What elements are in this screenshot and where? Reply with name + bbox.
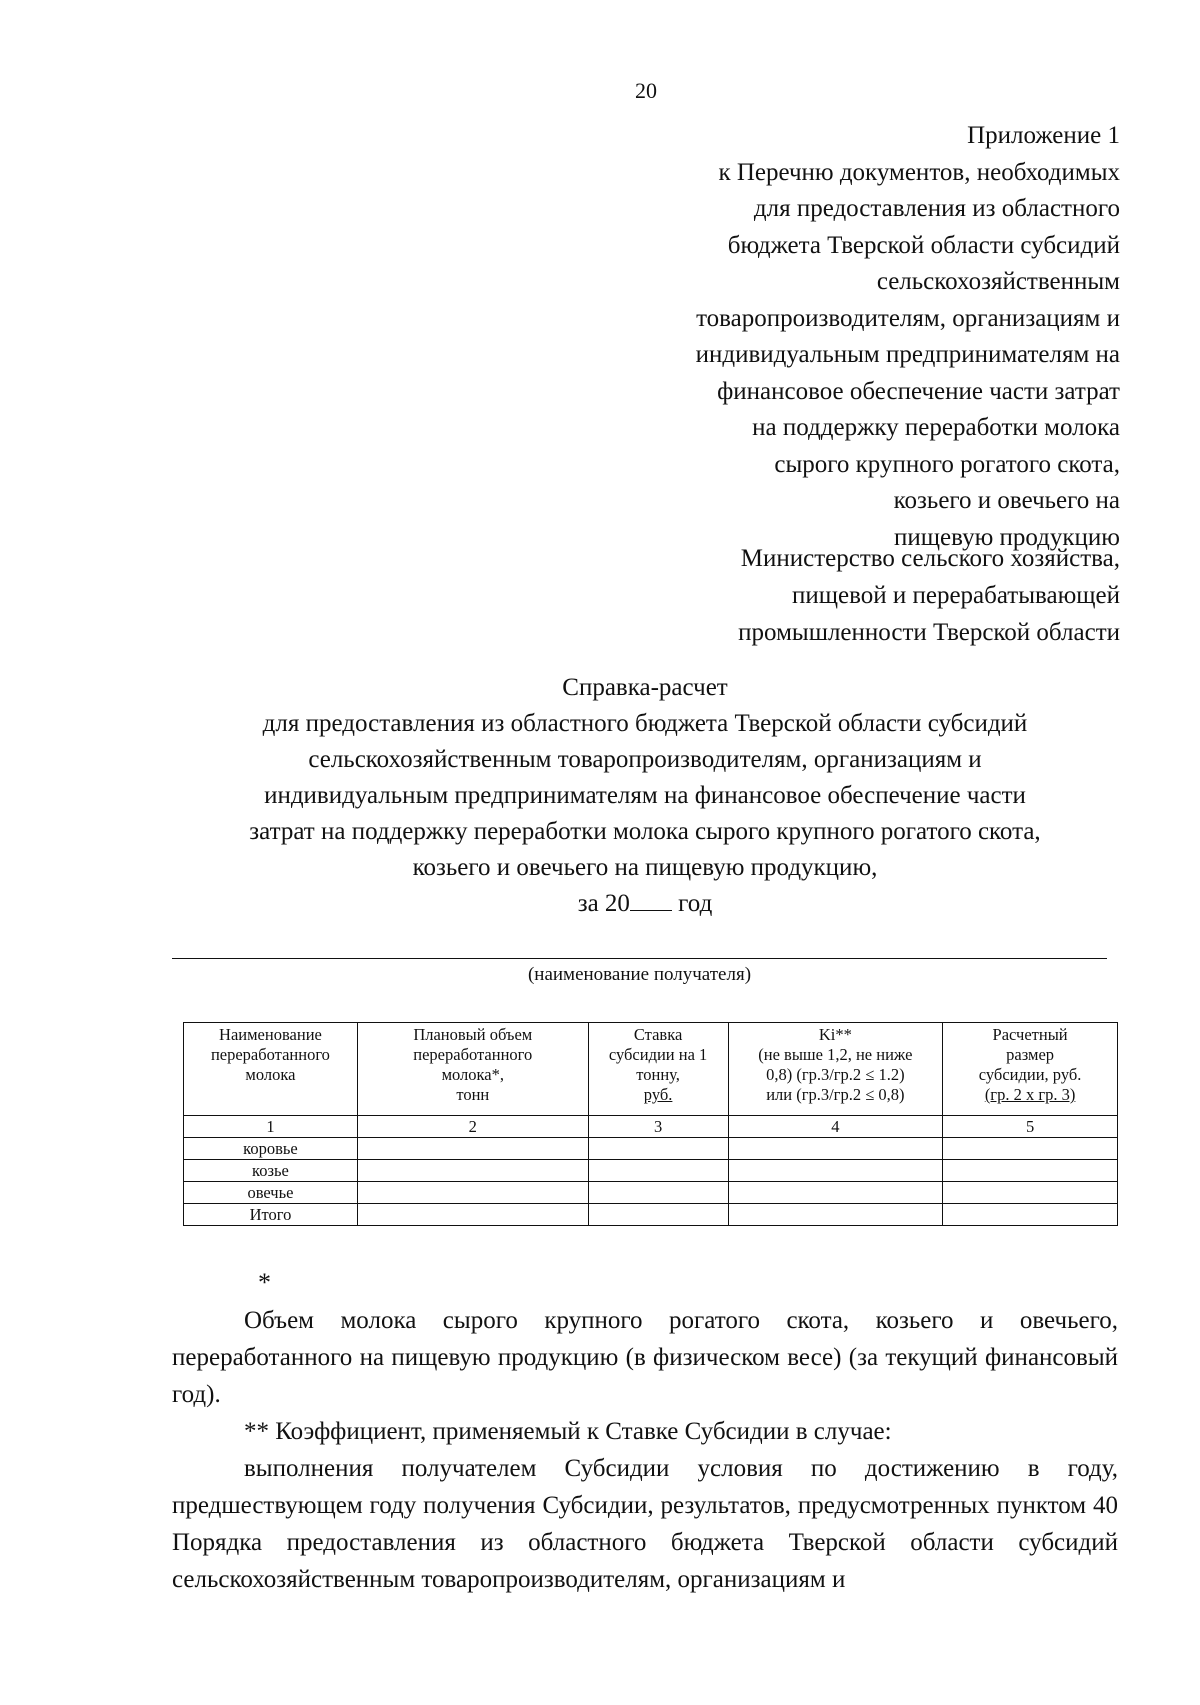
footnotes	[172, 1302, 1118, 1598]
table-cell[interactable]	[728, 1160, 943, 1182]
recipient-caption: (наименование получателя)	[527, 964, 752, 985]
footnote-volume: Объем молока сырого крупного рогатого скота, козьего и овечьего, переработанного на пищевую продукцию (в физическом весе) (за текущий финансовый год).	[172, 1307, 1118, 1408]
calculation-table	[183, 1022, 1118, 1226]
appendix-line: для предоставления из областного	[753, 195, 1120, 222]
ministry-line: пищевой и перерабатывающей	[791, 582, 1120, 609]
header-line: Наименование	[219, 1025, 322, 1044]
header-cell-volume	[357, 1023, 588, 1116]
header-line: субсидии, руб.	[978, 1065, 1082, 1084]
title-line: для предоставления из областного бюджета Тверской области субсидий	[262, 710, 1028, 737]
title-line: козьего и овечьего на пищевую продукцию,	[412, 854, 878, 881]
year-prefix: за 20	[577, 890, 630, 917]
header-line: молока*,	[441, 1065, 504, 1084]
header-line: переработанного	[210, 1045, 330, 1064]
footnote-condition: выполнения получателем Субсидии условия по достижению в году, предшествующем году получения Субсидии, результатов, предусмотренных пунктом 40 Порядка предоставления из областного бюджета Тверской области субсидий сельскохозяйственным товаропроизводителям, организациям и	[172, 1455, 1118, 1593]
table-cell[interactable]	[357, 1138, 588, 1160]
table-cell[interactable]	[588, 1138, 728, 1160]
table-cell[interactable]	[943, 1182, 1118, 1204]
appendix-line: к Перечню документов, необходимых	[718, 158, 1120, 186]
appendix-heading	[560, 118, 1120, 556]
footnote-star: *	[258, 1268, 271, 1297]
header-cell-ki	[728, 1023, 943, 1116]
appendix-line: финансовое обеспечение части затрат	[717, 377, 1120, 405]
table-cell[interactable]	[357, 1204, 588, 1226]
table-cell[interactable]	[588, 1204, 728, 1226]
title-year	[170, 886, 1120, 922]
header-line: (не выше 1,2, не ниже	[758, 1045, 913, 1064]
header-line: 0,8) (гр.3/гр.2 ≤ 1.2)	[766, 1065, 905, 1084]
header-line: или (гр.3/гр.2 ≤ 0,8)	[766, 1085, 905, 1104]
header-cell-name	[184, 1023, 358, 1116]
appendix-line: товаропроизводителям, организациям и	[696, 304, 1120, 332]
header-line: руб.	[643, 1085, 673, 1104]
year-blank-field[interactable]	[630, 888, 672, 911]
appendix-line: козьего и овечьего на	[893, 487, 1120, 514]
title-line: сельскохозяйственным товаропроизводителям, организациям и	[308, 746, 982, 773]
year-suffix: год	[678, 890, 713, 917]
row-label: Итого	[184, 1204, 358, 1226]
appendix-line: бюджета Тверской области субсидий	[727, 231, 1120, 259]
table-cell[interactable]	[943, 1160, 1118, 1182]
header-line: Плановый объем	[413, 1025, 533, 1044]
appendix-line: индивидуальным предпринимателям на	[695, 341, 1120, 368]
title-line: затрат на поддержку переработки молока сырого крупного рогатого скота,	[249, 818, 1041, 845]
header-cell-amount	[943, 1023, 1118, 1116]
document-title	[170, 670, 1120, 922]
appendix-line: сельскохозяйственным	[876, 268, 1120, 295]
recipient-name-field[interactable]	[172, 958, 1107, 959]
header-line: (гр. 2 х гр. 3)	[984, 1085, 1076, 1104]
page-number: 20	[635, 78, 657, 103]
table-cell[interactable]	[357, 1160, 588, 1182]
ministry-line: промышленности Тверской области	[738, 619, 1120, 646]
table-cell[interactable]	[357, 1182, 588, 1204]
table-header-row	[184, 1023, 1118, 1116]
header-line: Ставка	[633, 1025, 683, 1044]
title-line: индивидуальным предпринимателям на финансовое обеспечение части	[264, 782, 1026, 809]
header-line: переработанного	[413, 1045, 533, 1064]
header-line: тонн	[456, 1085, 490, 1104]
table-row	[184, 1182, 1118, 1204]
table-cell[interactable]	[588, 1160, 728, 1182]
column-number: 2	[357, 1116, 588, 1138]
appendix-line: сырого крупного рогатого скота,	[774, 450, 1120, 478]
table-cell[interactable]	[728, 1182, 943, 1204]
ministry-line: Министерство сельского хозяйства,	[740, 545, 1120, 572]
footnote-coefficient: ** Коэффициент, применяемый к Ставке Субсидии в случае:	[244, 1418, 892, 1445]
column-number: 4	[728, 1116, 943, 1138]
table-row	[184, 1160, 1118, 1182]
header-line: субсидии на 1	[608, 1045, 708, 1064]
header-line: размер	[1006, 1045, 1055, 1064]
appendix-line: пищевую продукцию	[894, 523, 1120, 551]
column-number: 1	[184, 1116, 358, 1138]
header-line: молока	[245, 1065, 296, 1084]
header-line: Ki**	[818, 1025, 852, 1044]
column-number-row	[184, 1116, 1118, 1138]
table-cell[interactable]	[588, 1182, 728, 1204]
row-label: козье	[184, 1160, 358, 1182]
header-line: Расчетный	[992, 1025, 1068, 1044]
table-row-total	[184, 1204, 1118, 1226]
ministry-addressee	[560, 540, 1120, 651]
row-label: коровье	[184, 1138, 358, 1160]
table-row	[184, 1138, 1118, 1160]
table-cell[interactable]	[728, 1138, 943, 1160]
table-cell[interactable]	[943, 1204, 1118, 1226]
header-cell-rate	[588, 1023, 728, 1116]
column-number: 3	[588, 1116, 728, 1138]
title-heading: Справка-расчет	[562, 674, 728, 701]
row-label: овечье	[184, 1182, 358, 1204]
appendix-line: на поддержку переработки молока	[752, 414, 1120, 441]
appendix-line: Приложение 1	[967, 122, 1120, 149]
header-line: тонну,	[636, 1065, 680, 1084]
table-cell[interactable]	[943, 1138, 1118, 1160]
table-cell[interactable]	[728, 1204, 943, 1226]
column-number: 5	[943, 1116, 1118, 1138]
